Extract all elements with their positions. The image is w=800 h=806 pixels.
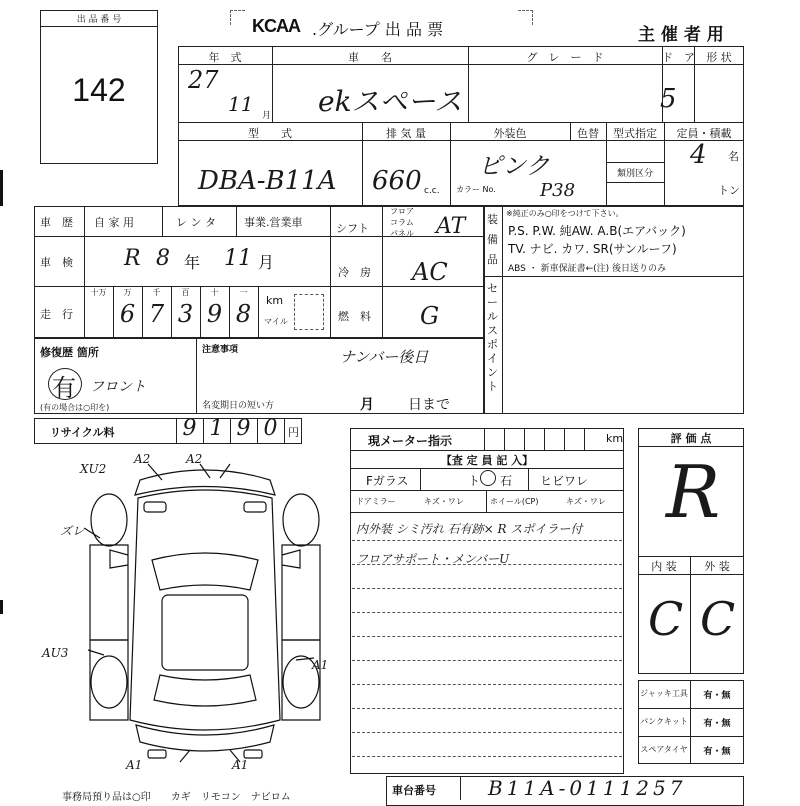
fuel-value: G: [420, 302, 440, 330]
copy-type: 主 催 者 用: [638, 25, 724, 45]
accessory-label: スペアタイヤ: [640, 745, 688, 754]
repair-sub: (有の場合は○印を): [40, 403, 110, 412]
shift-opt-column: コラム: [390, 218, 414, 227]
inspection-month: 11: [224, 246, 252, 271]
glass-crack-option: ヒビワレ: [540, 474, 589, 488]
model-value: DBA-B11A: [198, 166, 337, 196]
interior-value: C: [648, 592, 684, 646]
ac-label: 冷 房: [338, 266, 371, 279]
note-line-1: 内外装 シミ汚れ 石有跡× R スポイラー付: [356, 522, 583, 536]
fuel-label: 燃 料: [338, 310, 371, 323]
mileage-digit: 7: [148, 300, 165, 328]
shift-opt-floor: フロア: [390, 207, 414, 216]
exterior-label: 外 装: [704, 560, 730, 573]
sales-point-label: セ ー ル ス ポ イ ン ト: [487, 282, 498, 393]
mileage-digit: 9: [206, 300, 223, 328]
form-title: .グループ 出 品 票: [312, 20, 444, 39]
short-change-label: 名変期日の短い方: [202, 401, 275, 411]
displacement-label: 排 気 量: [386, 127, 426, 140]
mile-unit: マイル: [264, 317, 288, 326]
year-label: 年 式: [208, 51, 242, 64]
persons-unit: 名: [728, 150, 739, 163]
recycle-digit: 9: [236, 416, 251, 441]
caution-value: ナンバー後日: [340, 348, 429, 366]
color-value: ピンク: [478, 152, 550, 180]
door-label: ド ア: [662, 51, 695, 64]
shift-label: シフト: [336, 222, 369, 235]
exterior-value: C: [700, 592, 736, 646]
exterior-label: 外装色: [493, 127, 527, 140]
glass-to-option: ト: [468, 474, 481, 488]
interior-label: 内 装: [651, 560, 677, 573]
recycle-label: リサイクル料: [50, 426, 115, 439]
mileage-digit: 3: [177, 300, 194, 328]
model-designation-label: 型式指定: [613, 127, 657, 140]
lot-label: 出 品 番 号: [76, 15, 122, 25]
damage-mark: A1: [232, 758, 249, 772]
private-option: 自 家 用: [94, 216, 134, 229]
footer-keys: 事務局預り品は○印 カギ リモコン ナビロム: [62, 792, 291, 803]
name-label: 車 名: [348, 51, 392, 64]
km-unit: km: [266, 294, 284, 307]
recycle-digit: 1: [209, 416, 224, 441]
year-value: 27: [188, 66, 219, 94]
shift-value: AT: [436, 214, 466, 239]
chassis-value: B11A-0111257: [488, 776, 687, 800]
damage-mark: A2: [134, 452, 151, 466]
ac-value: AC: [412, 258, 448, 286]
model-label: 型 式: [248, 127, 292, 140]
short-change-day: 日まで: [408, 397, 450, 413]
equipment-line2: TV. ナビ. カワ. SR(サンルーフ): [508, 242, 677, 256]
mileage-digit-header: 十万: [90, 288, 107, 297]
damage-mark: A1: [126, 758, 143, 772]
mirror-options: キズ・ワレ: [424, 497, 464, 506]
doors-value: 5: [660, 84, 677, 114]
damage-mark: AU3: [42, 646, 69, 660]
accessory-value: 有・無: [703, 747, 731, 757]
color-code-value: P38: [540, 180, 576, 201]
lot-number: 142: [72, 72, 126, 108]
car-history-label: 車 歴: [40, 216, 73, 229]
ton-unit: トン: [718, 184, 740, 197]
meter-unit: km: [606, 432, 624, 445]
inspector-header: 【査 定 員 記 入】: [440, 454, 534, 467]
accessory-label: ジャッキ工具: [640, 689, 688, 698]
mileage-digit-header: 一: [239, 288, 248, 297]
car-damage-diagram: [70, 450, 340, 780]
accessory-value: 有・無: [703, 691, 731, 701]
rental-option: レ ン タ: [176, 216, 216, 229]
equipment-line3: ABS ・ 新車保証書←(注) 後日送りのみ: [508, 264, 667, 274]
year-unit: 年: [184, 253, 201, 272]
repair-label: 修復歴 箇所: [40, 346, 99, 359]
mileage-digit: 6: [119, 300, 136, 328]
inspection-year: 8: [156, 246, 170, 271]
mileage-digit-header: 百: [181, 288, 190, 297]
caution-label: 注意事項: [202, 345, 239, 355]
equipment-note: ※純正のみ○印をつけて下さい。: [506, 209, 624, 218]
mileage-digit: 8: [235, 300, 252, 328]
damage-mark: ズレ: [60, 524, 85, 538]
mileage-digit-header: 十: [210, 288, 219, 297]
recycle-digit: 0: [263, 416, 278, 441]
capacity-label: 定員・積載: [676, 127, 732, 140]
grade-label: グ レ ー ド: [526, 51, 604, 64]
damage-mark: A1: [312, 658, 329, 672]
rating-score: R: [666, 450, 721, 534]
recycle-unit: 円: [288, 426, 299, 439]
repair-value: 有: [52, 374, 76, 402]
shift-opt-panel: パネル: [390, 229, 414, 238]
capacity-value: 4: [690, 140, 707, 170]
chassis-label: 車台番号: [392, 784, 436, 797]
damage-mark: XU2: [80, 462, 107, 476]
accessory-label: パンクキット: [640, 717, 688, 726]
equipment-side-label: 装 備 品: [487, 213, 498, 266]
glass-stone-option: 石: [500, 474, 513, 488]
shape-label: 形 状: [706, 51, 732, 64]
damage-mark: A2: [186, 452, 203, 466]
brand-logo: KCAA: [252, 16, 300, 36]
mileage-digit-header: 千: [152, 288, 161, 297]
inspection-era: R: [124, 246, 141, 271]
accessory-value: 有・無: [703, 719, 731, 729]
repair-location: フロント: [90, 379, 146, 395]
color-change-label: 色替: [577, 127, 599, 140]
month-unit: 月: [262, 111, 272, 121]
wheel-options: キズ・ワレ: [566, 497, 606, 506]
displacement-value: 660: [372, 166, 422, 196]
cc-unit: c.c.: [424, 186, 440, 196]
inspection-label: 車 検: [40, 256, 73, 269]
mileage-digit-header: 万: [123, 288, 132, 297]
short-change-month: 月: [360, 397, 374, 413]
month-value: 11: [228, 92, 254, 116]
rating-label: 評 価 点: [670, 432, 712, 445]
equipment-line1: P.S. P.W. 純AW. A.B(エアバック): [508, 224, 686, 238]
category-label: 類別区分: [616, 169, 653, 179]
business-option: 事業.営業車: [244, 216, 303, 229]
note-line-2: フロアサポート・メンバーU: [356, 552, 510, 566]
f-glass-label: Fガラス: [366, 474, 409, 488]
inspection-month-unit: 月: [258, 253, 275, 272]
car-name-value: ekスペース: [318, 85, 463, 118]
color-no-label: カラー No.: [456, 185, 496, 194]
wheel-label: ホイール(CP): [490, 497, 539, 506]
meter-label: 現メーター指示: [368, 434, 453, 448]
mileage-label: 走 行: [40, 308, 73, 321]
mirror-label: ドアミラー: [356, 497, 396, 506]
recycle-digit: 9: [182, 416, 197, 441]
